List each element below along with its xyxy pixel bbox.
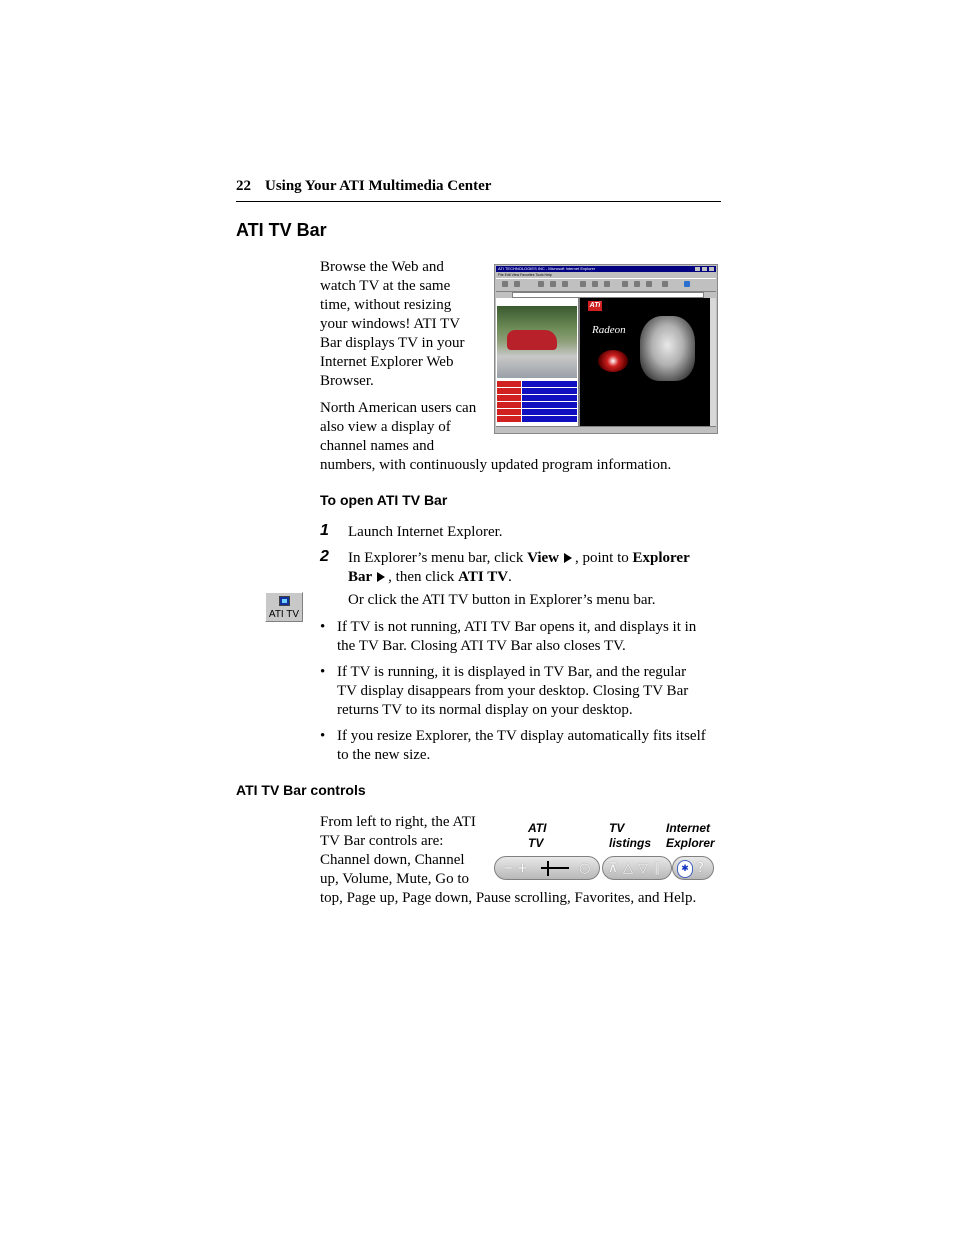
- listing-row: [497, 402, 577, 408]
- favorites-icon: ✱: [677, 860, 693, 878]
- edit-icon: [646, 281, 652, 287]
- menu-ati-tv: ATI TV: [458, 569, 509, 585]
- callout-ati-tv: [528, 821, 546, 851]
- internet-explorer-control-group: [672, 856, 714, 880]
- web-page-pane: [580, 298, 710, 426]
- close-icon: [709, 267, 714, 271]
- discuss-icon: [662, 281, 668, 287]
- ati-tv-control-group: [494, 856, 600, 880]
- intro-line: time, without resizing: [320, 297, 452, 313]
- back-icon: [502, 281, 508, 287]
- step-text-part: , then click: [388, 569, 459, 585]
- bullet-line: If TV is running, it is displayed in TV Bar, and the regular: [337, 664, 687, 680]
- callout-line: listings: [609, 836, 652, 850]
- controls-line: Channel down, Channel: [320, 852, 465, 868]
- ati-tv-button: [265, 592, 303, 622]
- face-image: [640, 316, 695, 381]
- tv-bar-pane: [496, 298, 580, 426]
- bullet-icon: •: [320, 619, 326, 635]
- tv-listings-control-group: [602, 856, 672, 880]
- menu-explorer: Explorer: [632, 550, 690, 566]
- na-line: numbers, with continuously updated program information.: [320, 457, 672, 473]
- ie-screenshot-figure: [494, 264, 718, 434]
- callout-line: ATI: [528, 821, 547, 835]
- callout-internet-explorer: [666, 821, 715, 851]
- listing-row: [497, 395, 577, 401]
- mute-icon: ○: [579, 861, 591, 876]
- intro-line: Bar displays TV in your: [320, 335, 465, 351]
- radeon-wordmark: Radeon: [592, 324, 626, 336]
- controls-line: up, Volume, Mute, Go to: [320, 871, 470, 887]
- tv-video-image: [497, 306, 577, 378]
- na-line: North American users can: [320, 400, 477, 416]
- bullet-item: [337, 727, 722, 765]
- intro-line: Browser.: [320, 373, 374, 389]
- ati-tv-toolbar-icon: [684, 281, 690, 287]
- intro-line: Browse the Web and: [320, 259, 444, 275]
- running-header: [236, 178, 491, 195]
- listing-row: [497, 388, 577, 394]
- controls-line: TV Bar controls are:: [320, 833, 444, 849]
- menu-bar: Bar: [348, 569, 373, 585]
- controls-heading: ATI TV Bar controls: [236, 782, 366, 798]
- pause-scrolling-icon: ∥: [654, 861, 661, 876]
- bullet-line: returns TV to its normal display on your desktop.: [337, 702, 633, 718]
- window-toolbar: [496, 278, 716, 292]
- callout-line: TV: [609, 821, 625, 835]
- step-text-part: , point to: [575, 550, 633, 566]
- mail-icon: [622, 281, 628, 287]
- listing-row: [497, 416, 577, 422]
- intro-line: Internet Explorer Web: [320, 354, 454, 370]
- callout-line: Internet: [666, 821, 711, 835]
- intro-paragraph: [320, 258, 490, 391]
- listing-row: [497, 409, 577, 415]
- controls-line: top, Page up, Page down, Pause scrolling, Favorites, and Help.: [320, 890, 697, 906]
- listing-row: [497, 381, 577, 387]
- bullet-item: [337, 618, 722, 656]
- stop-icon: [538, 281, 544, 287]
- step-number: 1: [320, 522, 329, 539]
- step-text-part: In Explorer’s menu bar, click: [348, 550, 528, 566]
- window-menubar: File Edit View Favorites Tools Help: [498, 273, 552, 277]
- controls-line: From left to right, the ATI: [320, 814, 476, 830]
- search-icon: [580, 281, 586, 287]
- callout-line: Explorer: [666, 836, 715, 850]
- running-title: Using Your ATI Multimedia Center: [265, 178, 492, 194]
- na-line: also view a display of: [320, 419, 451, 435]
- alt-instruction: Or click the ATI TV button in Explorer’s menu bar.: [348, 592, 656, 608]
- ati-tv-button-label: ATI TV: [268, 609, 300, 620]
- page-down-icon: ▽: [638, 861, 648, 876]
- section-title: ATI TV Bar: [236, 220, 327, 240]
- step-text: [348, 549, 723, 587]
- na-line: channel names and: [320, 438, 435, 454]
- print-icon: [634, 281, 640, 287]
- refresh-icon: [550, 281, 556, 287]
- minimize-icon: [695, 267, 700, 271]
- go-to-top-icon: ⊼: [608, 861, 618, 876]
- bullet-line: If TV is not running, ATI TV Bar opens it, and displays it in: [337, 619, 697, 635]
- step-text-part: .: [508, 569, 512, 585]
- bullet-line: TV display disappears from your desktop. Closing TV Bar: [337, 683, 689, 699]
- history-icon: [604, 281, 610, 287]
- maximize-icon: [702, 267, 707, 271]
- bullet-line: the TV Bar. Closing ATI TV Bar also closes TV.: [337, 638, 626, 654]
- intro-line: watch TV at the same: [320, 278, 451, 294]
- volume-knob-icon: [547, 861, 549, 876]
- channel-down-icon: −: [503, 861, 514, 876]
- home-icon: [562, 281, 568, 287]
- page-up-icon: △: [623, 861, 633, 876]
- ati-logo: ATi: [589, 302, 601, 309]
- volume-slider-icon: [541, 867, 569, 869]
- submenu-arrow-icon: [377, 572, 385, 582]
- tv-bar-controls-image: [494, 856, 714, 880]
- callout-line: TV: [528, 836, 544, 850]
- bullet-item: [337, 663, 722, 720]
- bullet-line: If you resize Explorer, the TV display automatically fits itself: [337, 728, 706, 744]
- open-procedure-heading: To open ATI TV Bar: [320, 492, 448, 508]
- forward-icon: [514, 281, 520, 287]
- scrollbar: [710, 298, 716, 426]
- submenu-arrow-icon: [564, 553, 572, 563]
- radeon-disc-logo: [598, 350, 628, 372]
- status-bar: [496, 426, 716, 433]
- window-titlebar: ATI TECHNOLOGIES INC - Microsoft Internet Explorer: [496, 266, 716, 272]
- header-rule: [236, 201, 721, 202]
- address-bar: [496, 291, 716, 297]
- favorites-icon: [592, 281, 598, 287]
- callout-tv-listings: [609, 821, 651, 851]
- help-icon: ?: [697, 861, 704, 876]
- bullet-line: to the new size.: [337, 747, 431, 763]
- menu-view: View: [527, 550, 559, 566]
- bullet-icon: •: [320, 728, 326, 744]
- step-text: Launch Internet Explorer.: [348, 524, 503, 540]
- page-number: 22: [236, 178, 251, 194]
- channel-up-icon: +: [517, 861, 528, 876]
- race-car-image: [507, 330, 557, 350]
- intro-line: your windows! ATI TV: [320, 316, 461, 332]
- bullet-icon: •: [320, 664, 326, 680]
- step-number: 2: [320, 548, 329, 565]
- tv-screen-icon: [279, 596, 290, 606]
